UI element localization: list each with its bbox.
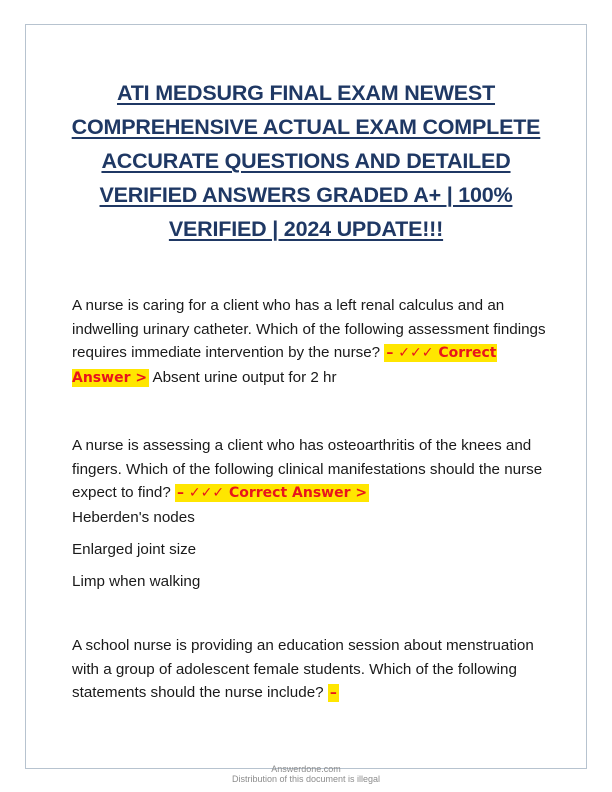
question-1	[72, 294, 552, 390]
document-title: ATI MEDSURG FINAL EXAM NEWEST COMPREHENSIVE ACTUAL EXAM COMPLETE ACCURATE QUESTIONS AND DETAILED VERIFIED ANSWERS GRADED A+ | 100% VERIFIED | 2024 UPDATE!!!	[71, 81, 541, 241]
question-3	[72, 634, 552, 706]
correct-answer-marker: – ✓✓✓ Correct Answer >	[177, 485, 368, 501]
question-1-answer: Absent urine output for 2 hr	[152, 368, 337, 386]
answer-option: Enlarged joint size	[72, 541, 197, 558]
question-2-text: A nurse is assessing a client who has osteoarthritis of the knees and fingers. Which of the following clinical manifestations should the nurse expect to find?	[72, 437, 543, 501]
correct-answer-marker: –	[329, 685, 337, 701]
footer-site: Answerdone.com	[271, 764, 341, 774]
answer-option: Heberden's nodes	[72, 509, 195, 526]
footer-notice: Distribution of this document is illegal	[231, 774, 381, 784]
answer-option: Limp when walking	[72, 573, 201, 590]
correct-answer-marker: – ✓✓✓ Correct Answer >	[72, 345, 497, 386]
question-1-text: A nurse is caring for a client who has a left renal calculus and an indwelling urinary catheter. Which of the following assessment findings requires immediate intervention by the nurse?	[72, 297, 546, 361]
question-3-text: A school nurse is providing an education session about menstruation with a group of adolescent female students. Which of the following statements should the nurse include?	[72, 637, 534, 701]
question-2	[72, 434, 552, 506]
